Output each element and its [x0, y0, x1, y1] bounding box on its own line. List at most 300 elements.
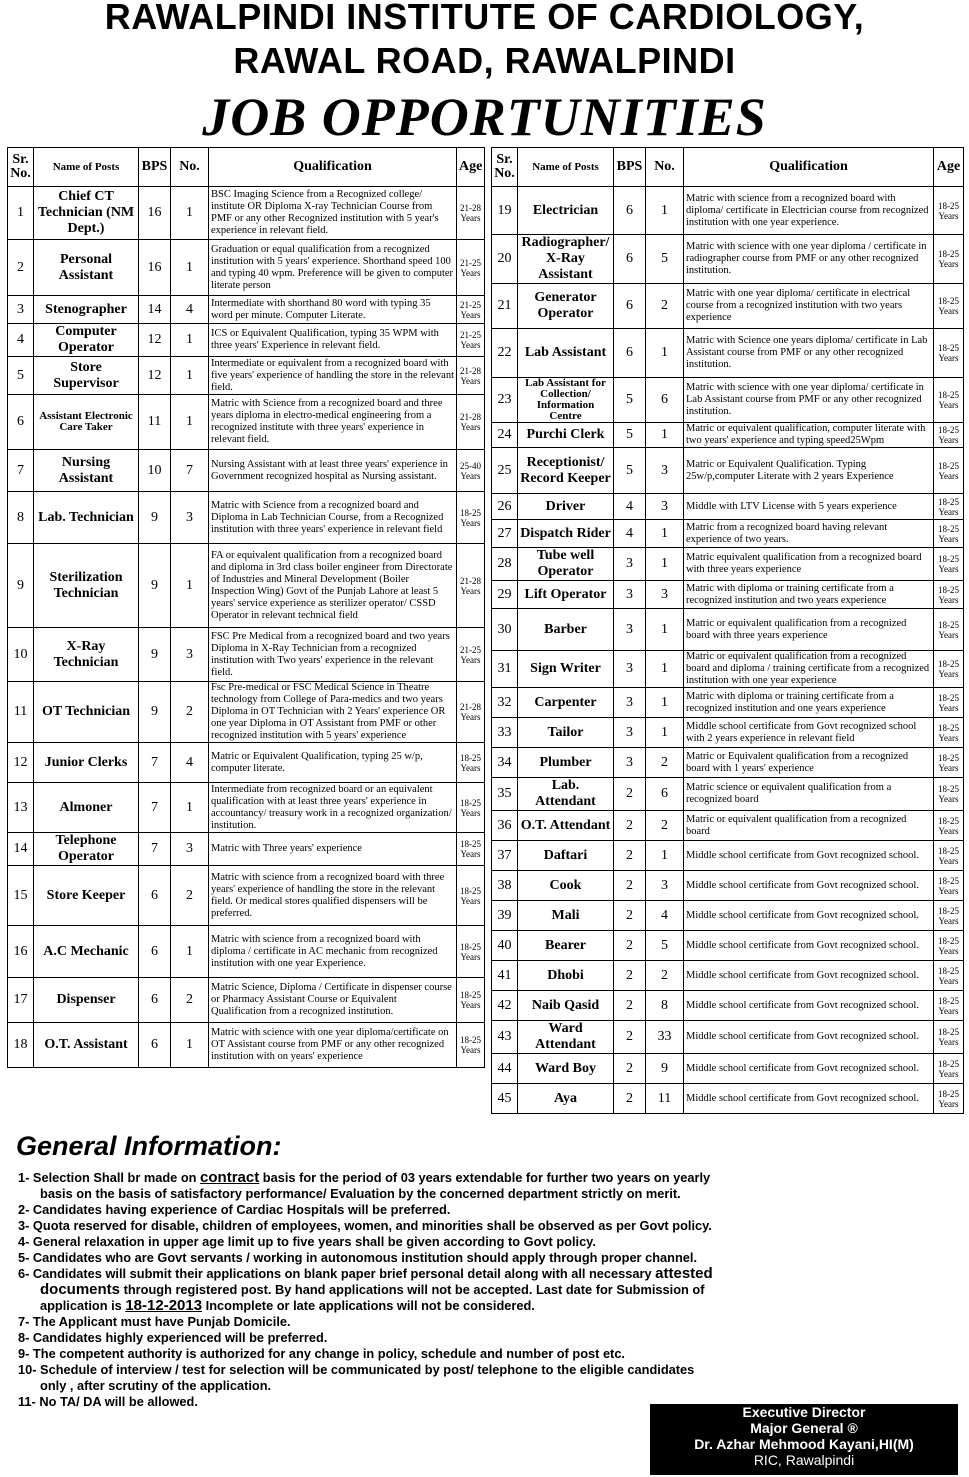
cell-age: 18-25 Years	[934, 778, 964, 811]
info-text: 10- Schedule of interview / test for selection will be communicated by post/ telephone to the eligible candidates	[18, 1362, 695, 1377]
cell-qualification: Fsc Pre-medical or FSC Medical Science in Theatre technology from College of Para-medics and two years Diploma in OT Technician with 2 Years' experience OR one year Diploma in OT Assistant from PMF or other recognized institution with 5 years' experience	[209, 682, 457, 743]
cell-qualification: Middle school certificate from Govt recognized school.	[684, 1084, 934, 1114]
general-info-title: General Information:	[16, 1131, 282, 1161]
signature-name: Dr. Azhar Mehmood Kayani,HI(M)	[694, 1436, 914, 1452]
cell-bps: 6	[614, 329, 646, 378]
header-sr: Sr. No.	[492, 148, 518, 187]
cell-sr: 26	[492, 494, 518, 520]
cell-age: 18-25 Years	[934, 991, 964, 1021]
cell-sr: 41	[492, 961, 518, 991]
info-text: basis on the basis of satisfactory performance/ Evaluation by the concerned department strictly on merit.	[40, 1186, 681, 1201]
table-row	[492, 520, 964, 548]
table-row	[8, 450, 485, 492]
cell-sr: 28	[492, 548, 518, 581]
cell-no: 1	[171, 1023, 209, 1068]
cell-post: Electrician	[518, 187, 614, 235]
cell-sr: 30	[492, 609, 518, 651]
cell-bps: 3	[614, 651, 646, 688]
cell-bps: 2	[614, 1054, 646, 1084]
table-row	[8, 682, 485, 743]
table-row	[8, 978, 485, 1023]
table-row	[8, 1023, 485, 1068]
cell-no: 1	[646, 609, 684, 651]
cell-post: Junior Clerks	[34, 743, 139, 783]
cell-post: Ward Attendant	[518, 1021, 614, 1054]
table-row	[492, 778, 964, 811]
table-row	[8, 783, 485, 833]
general-info-list	[18, 1170, 838, 1410]
table-row	[8, 544, 485, 628]
info-text: basis for the period of 03 years extendable for further two years on yearly	[259, 1170, 711, 1185]
header-bps: BPS	[614, 148, 646, 187]
table-row	[492, 811, 964, 841]
cell-bps: 4	[614, 494, 646, 520]
cell-bps: 6	[614, 187, 646, 235]
info-item: 5- Candidates who are Govt servants / working in autonomous institution should apply through proper channel.	[18, 1250, 698, 1265]
cell-bps: 16	[139, 240, 171, 296]
cell-bps: 6	[614, 284, 646, 329]
cell-sr: 22	[492, 329, 518, 378]
cell-qualification: Intermediate with shorthand 80 word with typing 35 word per minute. Computer Literate.	[209, 296, 457, 324]
cell-sr: 4	[8, 324, 34, 357]
cell-qualification: BSC Imaging Science from a Recognized college/ institute OR Diploma X-ray Technician Course from PMF or any other Recognized institution with 5 year's experience in relevant field.	[209, 187, 457, 240]
cell-qualification: Matric with diploma or training certificate from a recognized institution and one years experience	[684, 688, 934, 718]
cell-age: 18-25 Years	[934, 609, 964, 651]
table-row	[8, 926, 485, 978]
cell-sr: 9	[8, 544, 34, 628]
cell-qualification: Matric with science from a recognized board with three years' experience of handling the store in the relevant field. Or medical stores qualified dispensers will be preferred.	[209, 866, 457, 926]
cell-sr: 44	[492, 1054, 518, 1084]
info-item: 11- No TA/ DA will be allowed.	[18, 1394, 198, 1409]
cell-qualification: Intermediate or equivalent from a recognized board with five years' experience of handling the store in the relevant field.	[209, 357, 457, 395]
table-row	[8, 296, 485, 324]
cell-post: Barber	[518, 609, 614, 651]
table-row	[492, 423, 964, 448]
cell-post: Sign Writer	[518, 651, 614, 688]
cell-bps: 2	[614, 1084, 646, 1114]
cell-post: Store Keeper	[34, 866, 139, 926]
cell-age: 18-25 Years	[934, 931, 964, 961]
cell-qualification: FSC Pre Medical from a recognized board and two years Diploma in X-Ray Technician from a recognized institution with Two years' experience in the relevant field.	[209, 628, 457, 682]
cell-age: 21-28 Years	[457, 395, 485, 450]
cell-post: Daftari	[518, 841, 614, 871]
cell-age: 18-25 Years	[934, 841, 964, 871]
cell-age: 18-25 Years	[934, 1054, 964, 1084]
cell-qualification: Matric from a recognized board having relevant experience of two years.	[684, 520, 934, 548]
cell-qualification: Matric science or equivalent qualification from a recognized board	[684, 778, 934, 811]
cell-age: 18-25 Years	[934, 284, 964, 329]
cell-bps: 6	[139, 866, 171, 926]
cell-post: Chief CT Technician (NM Dept.)	[34, 187, 139, 240]
header-name: Name of Posts	[34, 148, 139, 187]
cell-sr: 17	[8, 978, 34, 1023]
cell-post: Mali	[518, 901, 614, 931]
cell-age: 18-25 Years	[934, 494, 964, 520]
cell-qualification: Middle school certificate from Govt recognized school.	[684, 991, 934, 1021]
cell-post: Dhobi	[518, 961, 614, 991]
info-item: 8- Candidates highly experienced will be preferred.	[18, 1330, 328, 1345]
info-item: 2- Candidates having experience of Cardiac Hospitals will be preferred.	[18, 1202, 451, 1217]
cell-post: Nursing Assistant	[34, 450, 139, 492]
cell-qualification: Matric or equivalent qualification from a recognized board with three years experience	[684, 609, 934, 651]
info-item: 9- The competent authority is authorized for any change in policy, schedule and number of post etc.	[18, 1346, 625, 1361]
cell-age: 18-25 Years	[457, 783, 485, 833]
table-header-row	[8, 148, 485, 187]
header-no: No.	[171, 148, 209, 187]
cell-qualification: Middle school certificate from Govt recognized school.	[684, 1021, 934, 1054]
cell-bps: 7	[139, 743, 171, 783]
cell-qualification: Matric with Science from a recognized board and three years diploma in electro-medical engineering from a recognized institute with three years' experience in relevant field.	[209, 395, 457, 450]
cell-no: 7	[171, 450, 209, 492]
cell-age: 21-25 Years	[457, 240, 485, 296]
table-row	[492, 235, 964, 284]
table-row	[492, 718, 964, 748]
table-row	[492, 448, 964, 494]
institute-name: RAWALPINDI INSTITUTE OF CARDIOLOGY,	[104, 0, 865, 37]
cell-sr: 7	[8, 450, 34, 492]
table-row	[492, 901, 964, 931]
table-row	[8, 866, 485, 926]
info-text: only , after scrutiny of the application.	[40, 1378, 272, 1393]
cell-no: 3	[171, 628, 209, 682]
cell-sr: 31	[492, 651, 518, 688]
cell-age: 18-25 Years	[934, 581, 964, 609]
header-age: Age	[934, 148, 964, 187]
cell-post: OT Technician	[34, 682, 139, 743]
cell-qualification: Matric with science with one year diploma/certificate on OT Assistant course from PMF or any other recognized institution with on years' experience	[209, 1023, 457, 1068]
cell-bps: 6	[139, 1023, 171, 1068]
cell-qualification: Middle school certificate from Govt recognized school.	[684, 901, 934, 931]
cell-sr: 3	[8, 296, 34, 324]
cell-sr: 29	[492, 581, 518, 609]
cell-qualification: Matric with diploma or training certificate from a recognized institution and two years experience	[684, 581, 934, 609]
cell-bps: 12	[139, 324, 171, 357]
cell-age: 21-28 Years	[457, 544, 485, 628]
cell-qualification: Matric equivalent qualification from a recognized board with three years experience	[684, 548, 934, 581]
cell-bps: 7	[139, 783, 171, 833]
cell-sr: 45	[492, 1084, 518, 1114]
cell-no: 5	[646, 931, 684, 961]
cell-sr: 36	[492, 811, 518, 841]
cell-qualification: Matric or equivalent qualification from a recognized board and diploma / training certificate from a recognized institution with one year experience	[684, 651, 934, 688]
cell-no: 1	[171, 926, 209, 978]
cell-bps: 6	[139, 978, 171, 1023]
cell-bps: 2	[614, 811, 646, 841]
cell-qualification: Middle school certificate from Govt recognized school.	[684, 871, 934, 901]
cell-post: Radiographer/ X-Ray Assistant	[518, 235, 614, 284]
cell-bps: 3	[614, 748, 646, 778]
cell-no: 1	[646, 423, 684, 448]
info-text: application is	[40, 1298, 126, 1313]
cell-no: 2	[646, 961, 684, 991]
cell-age: 21-28 Years	[457, 187, 485, 240]
info-item: 4- General relaxation in upper age limit up to five years shall be given according to Govt policy.	[18, 1234, 596, 1249]
cell-age: 18-25 Years	[934, 811, 964, 841]
signature-title: Executive Director	[742, 1404, 866, 1420]
table-row	[492, 651, 964, 688]
cell-no: 1	[646, 841, 684, 871]
cell-sr: 40	[492, 931, 518, 961]
cell-age: 18-25 Years	[934, 423, 964, 448]
cell-qualification: Matric or equivalent qualification from a recognized board	[684, 811, 934, 841]
table-header-row	[492, 148, 964, 187]
cell-bps: 16	[139, 187, 171, 240]
cell-age: 18-25 Years	[934, 651, 964, 688]
cell-bps: 2	[614, 778, 646, 811]
cell-no: 3	[171, 492, 209, 544]
jobs-table-right	[491, 147, 964, 1114]
cell-post: O.T. Attendant	[518, 811, 614, 841]
cell-no: 1	[646, 520, 684, 548]
cell-sr: 5	[8, 357, 34, 395]
cell-no: 3	[646, 871, 684, 901]
cell-age: 18-25 Years	[934, 688, 964, 718]
cell-sr: 27	[492, 520, 518, 548]
cell-qualification: Matric with Science one years diploma/ certificate in Lab Assistant course from PMF or any other recognized institution.	[684, 329, 934, 378]
cell-post: Plumber	[518, 748, 614, 778]
cell-sr: 25	[492, 448, 518, 494]
header-name: Name of Posts	[518, 148, 614, 187]
cell-qualification: Nursing Assistant with at least three years' experience in Government recognized hospital as Nursing assistant.	[209, 450, 457, 492]
cell-no: 2	[171, 866, 209, 926]
cell-no: 6	[646, 378, 684, 423]
cell-no: 1	[171, 324, 209, 357]
cell-no: 2	[646, 284, 684, 329]
cell-bps: 3	[614, 609, 646, 651]
cell-no: 33	[646, 1021, 684, 1054]
cell-post: Ward Boy	[518, 1054, 614, 1084]
cell-sr: 43	[492, 1021, 518, 1054]
cell-post: X-Ray Technician	[34, 628, 139, 682]
signature-block	[650, 1404, 958, 1475]
institute-address: RAWAL ROAD, RAWALPINDI	[233, 40, 736, 81]
table-row	[8, 743, 485, 783]
cell-bps: 6	[139, 926, 171, 978]
cell-no: 3	[646, 448, 684, 494]
cell-sr: 16	[8, 926, 34, 978]
cell-post: Lab. Attendant	[518, 778, 614, 811]
table-row	[8, 628, 485, 682]
cell-bps: 3	[614, 718, 646, 748]
cell-no: 2	[171, 978, 209, 1023]
cell-bps: 7	[139, 833, 171, 866]
cell-no: 1	[171, 240, 209, 296]
cell-no: 1	[171, 544, 209, 628]
cell-post: Telephone Operator	[34, 833, 139, 866]
info-item: 3- Quota reserved for disable, children of employees, women, and minorities shall be observed as per Govt policy.	[18, 1218, 712, 1233]
cell-no: 4	[171, 296, 209, 324]
cell-sr: 42	[492, 991, 518, 1021]
cell-sr: 19	[492, 187, 518, 235]
header-qualification: Qualification	[209, 148, 457, 187]
cell-qualification: Middle school certificate from Govt recognized school with 2 years experience in relevant field	[684, 718, 934, 748]
cell-no: 6	[646, 778, 684, 811]
cell-sr: 11	[8, 682, 34, 743]
cell-bps: 9	[139, 492, 171, 544]
cell-post: Lab Assistant for Collection/ Information Centre	[518, 378, 614, 423]
cell-no: 1	[646, 548, 684, 581]
cell-qualification: Matric with science with one year diploma/ certificate in Lab Assistant course from PMF or any other recognized institution.	[684, 378, 934, 423]
info-text: Incomplete or late applications will not be considered.	[202, 1298, 535, 1313]
cell-post: Generator Operator	[518, 284, 614, 329]
table-row	[492, 841, 964, 871]
cell-no: 1	[171, 395, 209, 450]
table-row	[492, 1084, 964, 1114]
cell-age: 18-25 Years	[934, 1084, 964, 1114]
table-row	[492, 329, 964, 378]
cell-age: 18-25 Years	[934, 1021, 964, 1054]
cell-sr: 20	[492, 235, 518, 284]
cell-bps: 10	[139, 450, 171, 492]
info-text: 6- Candidates will submit their applications on blank paper brief personal detail along with all necessary	[18, 1266, 656, 1281]
table-row	[492, 961, 964, 991]
table-row	[492, 284, 964, 329]
cell-post: Almoner	[34, 783, 139, 833]
contract-text: contract	[200, 1169, 260, 1186]
table-row	[492, 688, 964, 718]
last-date: 18-12-2013	[125, 1297, 203, 1314]
header-no: No.	[646, 148, 684, 187]
cell-age: 18-25 Years	[457, 926, 485, 978]
cell-qualification: Matric with science from a recognized board with diploma / certificate in AC mechanic from recognized institution with one year Experience.	[209, 926, 457, 978]
table-row	[492, 1021, 964, 1054]
header-age: Age	[457, 148, 485, 187]
table-row	[492, 991, 964, 1021]
table-row	[492, 581, 964, 609]
cell-sr: 23	[492, 378, 518, 423]
table-row	[8, 357, 485, 395]
cell-age: 18-25 Years	[457, 492, 485, 544]
cell-qualification: Matric or Equivalent Qualification, typing 25 w/p, computer literate.	[209, 743, 457, 783]
cell-no: 1	[646, 718, 684, 748]
cell-post: Lab Assistant	[518, 329, 614, 378]
cell-no: 1	[646, 187, 684, 235]
cell-bps: 4	[614, 520, 646, 548]
cell-no: 1	[646, 651, 684, 688]
cell-no: 3	[171, 833, 209, 866]
cell-sr: 10	[8, 628, 34, 682]
cell-age: 18-25 Years	[934, 329, 964, 378]
cell-qualification: Middle school certificate from Govt recognized school.	[684, 841, 934, 871]
cell-qualification: Matric Science, Diploma / Certificate in dispenser course or Pharmacy Assistant Course or Equivalent Qualification from a recognized institution.	[209, 978, 457, 1023]
cell-age: 18-25 Years	[457, 833, 485, 866]
header-qualification: Qualification	[684, 148, 934, 187]
info-item	[18, 1170, 838, 1202]
cell-bps: 6	[614, 235, 646, 284]
cell-sr: 33	[492, 718, 518, 748]
cell-bps: 3	[614, 548, 646, 581]
cell-post: Lift Operator	[518, 581, 614, 609]
cell-sr: 38	[492, 871, 518, 901]
cell-age: 18-25 Years	[934, 718, 964, 748]
cell-age: 18-25 Years	[457, 866, 485, 926]
cell-post: Dispatch Rider	[518, 520, 614, 548]
cell-age: 18-25 Years	[934, 961, 964, 991]
cell-sr: 1	[8, 187, 34, 240]
cell-qualification: Graduation or equal qualification from a recognized institution with 5 years' experience. Shorthand speed 100 and typing 40 wpm. Preference will be given to computer literate person	[209, 240, 457, 296]
table-row	[492, 609, 964, 651]
cell-bps: 3	[614, 581, 646, 609]
cell-sr: 15	[8, 866, 34, 926]
cell-post: Aya	[518, 1084, 614, 1114]
cell-qualification: Middle school certificate from Govt recognized school.	[684, 931, 934, 961]
cell-no: 4	[646, 901, 684, 931]
signature-rank: Major General ®	[750, 1420, 858, 1436]
attested-text: attested	[655, 1265, 713, 1282]
cell-qualification: Middle school certificate from Govt recognized school.	[684, 1054, 934, 1084]
table-row	[492, 494, 964, 520]
table-row	[8, 833, 485, 866]
cell-no: 1	[171, 357, 209, 395]
cell-age: 18-25 Years	[934, 235, 964, 284]
cell-post: Tailor	[518, 718, 614, 748]
cell-qualification: Matric with science with one year diploma / certificate in radiographer course from PMF or any other recognized institution.	[684, 235, 934, 284]
cell-bps: 9	[139, 628, 171, 682]
cell-qualification: Matric or Equivalent qualification from a recognized board with 1 years' experience	[684, 748, 934, 778]
cell-age: 21-28 Years	[457, 357, 485, 395]
cell-post: Carpenter	[518, 688, 614, 718]
cell-sr: 2	[8, 240, 34, 296]
cell-qualification: Matric with science from a recognized board with diploma/ certificate in Electrician course from recognized institution with one year experience.	[684, 187, 934, 235]
cell-age: 21-28 Years	[457, 682, 485, 743]
cell-post: Sterilization Technician	[34, 544, 139, 628]
cell-sr: 8	[8, 492, 34, 544]
cell-age: 18-25 Years	[934, 520, 964, 548]
table-row	[8, 324, 485, 357]
table-row	[492, 871, 964, 901]
info-text: through registered post. By hand applications will not be accepted. Last date for Submission of	[120, 1282, 705, 1297]
info-item: 7- The Applicant must have Punjab Domicile.	[18, 1314, 291, 1329]
cell-age: 18-25 Years	[934, 548, 964, 581]
cell-age: 18-25 Years	[934, 901, 964, 931]
header-sr: Sr. No.	[8, 148, 34, 187]
cell-sr: 37	[492, 841, 518, 871]
cell-post: Stenographer	[34, 296, 139, 324]
table-row	[492, 931, 964, 961]
cell-post: Bearer	[518, 931, 614, 961]
cell-bps: 2	[614, 871, 646, 901]
info-text: 1- Selection Shall br made on	[18, 1170, 201, 1185]
cell-post: Assistant Electronic Care Taker	[34, 395, 139, 450]
cell-age: 18-25 Years	[934, 748, 964, 778]
cell-sr: 39	[492, 901, 518, 931]
cell-no: 4	[171, 743, 209, 783]
cell-age: 21-25 Years	[457, 628, 485, 682]
cell-post: Personal Assistant	[34, 240, 139, 296]
info-item	[18, 1362, 838, 1394]
cell-no: 11	[646, 1084, 684, 1114]
cell-qualification: Middle with LTV License with 5 years experience	[684, 494, 934, 520]
cell-sr: 6	[8, 395, 34, 450]
table-row	[492, 1054, 964, 1084]
cell-bps: 5	[614, 448, 646, 494]
cell-bps: 14	[139, 296, 171, 324]
cell-sr: 35	[492, 778, 518, 811]
cell-qualification: Matric or Equivalent Qualification. Typing 25w/p,computer Literate with 2 years Experience	[684, 448, 934, 494]
cell-age: 18-25 Years	[457, 743, 485, 783]
cell-qualification: Matric with one year diploma/ certificate in electrical course from a recognized institution with two years experience	[684, 284, 934, 329]
cell-no: 1	[171, 187, 209, 240]
info-item	[18, 1266, 838, 1314]
cell-no: 3	[646, 581, 684, 609]
cell-no: 5	[646, 235, 684, 284]
cell-sr: 32	[492, 688, 518, 718]
cell-bps: 11	[139, 395, 171, 450]
cell-sr: 24	[492, 423, 518, 448]
cell-sr: 18	[8, 1023, 34, 1068]
cell-age: 18-25 Years	[934, 871, 964, 901]
cell-no: 1	[646, 329, 684, 378]
